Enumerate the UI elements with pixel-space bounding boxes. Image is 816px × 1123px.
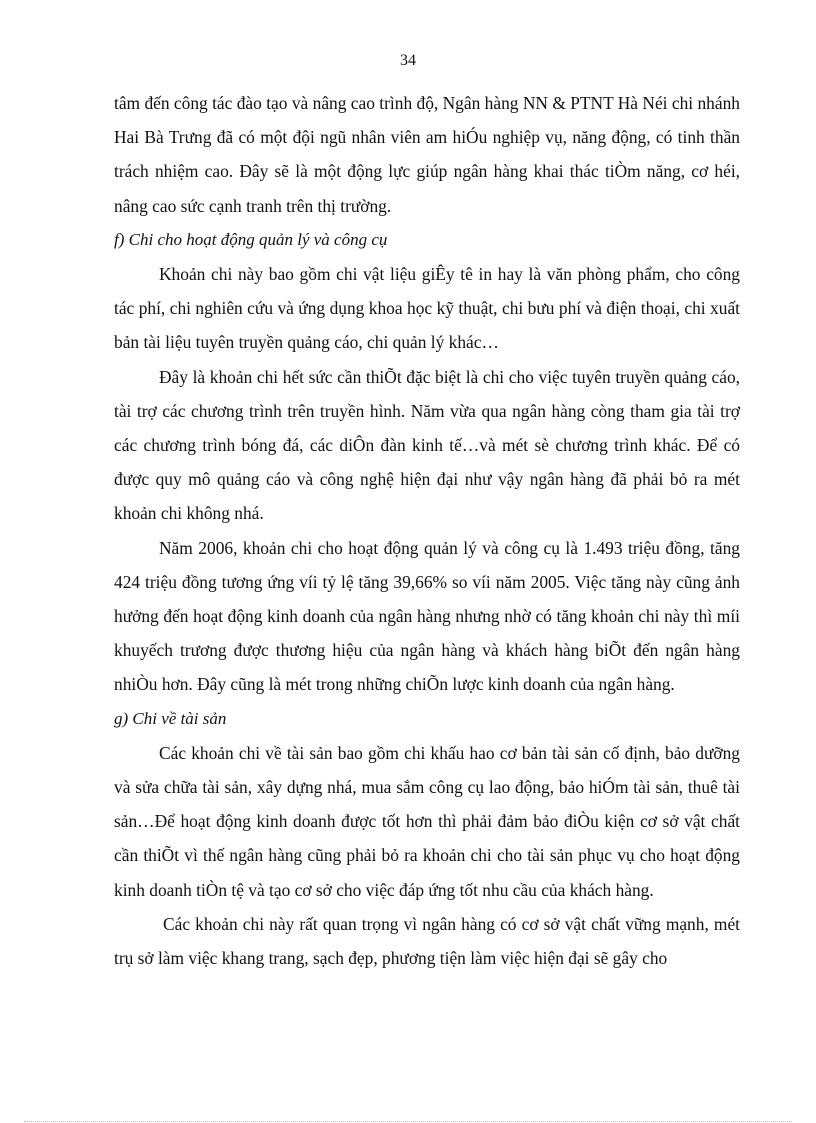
paragraph-asset-importance: Các khoản chi này rất quan trọng vì ngân hàng có cơ sở vật chất vững mạnh, mét trụ sở làm việc khang trang, sạch đẹp, phương tiện làm việc hiện đại sẽ gây cho [114,913,740,969]
page-bottom-divider [24,1121,792,1122]
heading-management-tools-expenses: f) Chi cho hoạt động quản lý và công cụ [114,229,388,249]
heading-asset-expenses: g) Chi về tài sản [114,708,227,728]
page-number: 34 [400,52,416,69]
paragraph-expense-composition: Khoản chi này bao gồm chi vật liệu giÊy tê in hay là văn phòng phẩm, cho công tác phí, chi nghiên cứu và ứng dụng khoa học kỹ thuật, chi bưu phí và điện thoại, chi xuất bản tài liệu tuyên truyền quảng cáo, chi quản lý khác… [114,264,740,353]
paragraph-asset-expense-composition: Các khoản chi về tài sản bao gồm chi khấu hao cơ bản tài sản cố định, bảo dưỡng và sửa chữa tài sản, xây dựng nhá, mua sắm công cụ lao động, bảo hiÓm tài sản, thuê tài sản…Để hoạt động kinh doanh được tốt hơn thì phải đảm bảo điÒu kiện cơ sở vật chất cần thiÕt vì thế ngân hàng cũng phải bỏ ra khoản chi cho tài sản phục vụ cho hoạt động kinh doanh tiÒn tệ và tạo cơ sở cho việc đáp ứng tốt nhu cầu của khách hàng. [114,742,740,900]
paragraph-staff-training: tâm đến công tác đào tạo và nâng cao trình độ, Ngân hàng NN & PTNT Hà Néi chi nhánh Hai Bà Trưng đã có một đội ngũ nhân viên am hiÓu nghiệp vụ, năng động, có tinh thần trách nhiệm cao. Đây sẽ là một động lực giúp ngân hàng khai thác tiÒm năng, cơ héi, nâng cao sức cạnh tranh trên thị trường. [114,93,740,216]
page-body [114,86,740,975]
paragraph-2006-figures: Năm 2006, khoản chi cho hoạt động quản lý và công cụ là 1.493 triệu đồng, tăng 424 triệu đồng tương ứng víi tỷ lệ tăng 39,66% so víi năm 2005. Việc tăng này cũng ảnh hưởng đến hoạt động kinh doanh của ngân hàng nhưng nhờ có tăng khoản chi này thì míi khuyếch trương được thương hiệu của ngân hàng và khách hàng biÕt đến ngân hàng nhiÒu hơn. Đây cũng là mét trong những chiÕn lược kinh doanh của ngân hàng. [114,537,740,695]
paragraph-advertising-expense: Đây là khoản chi hết sức cần thiÕt đặc biệt là chi cho việc tuyên truyền quảng cáo, tài trợ các chương trình trên truyền hình. Năm vừa qua ngân hàng còng tham gia tài trợ các chương trình bóng đá, các diÔn đàn kinh tế…và mét sè chương trình khác. Để có được quy mô quảng cáo và công nghệ hiện đại như vậy ngân hàng đã phải bỏ ra mét khoản chi không nhá. [114,366,740,524]
